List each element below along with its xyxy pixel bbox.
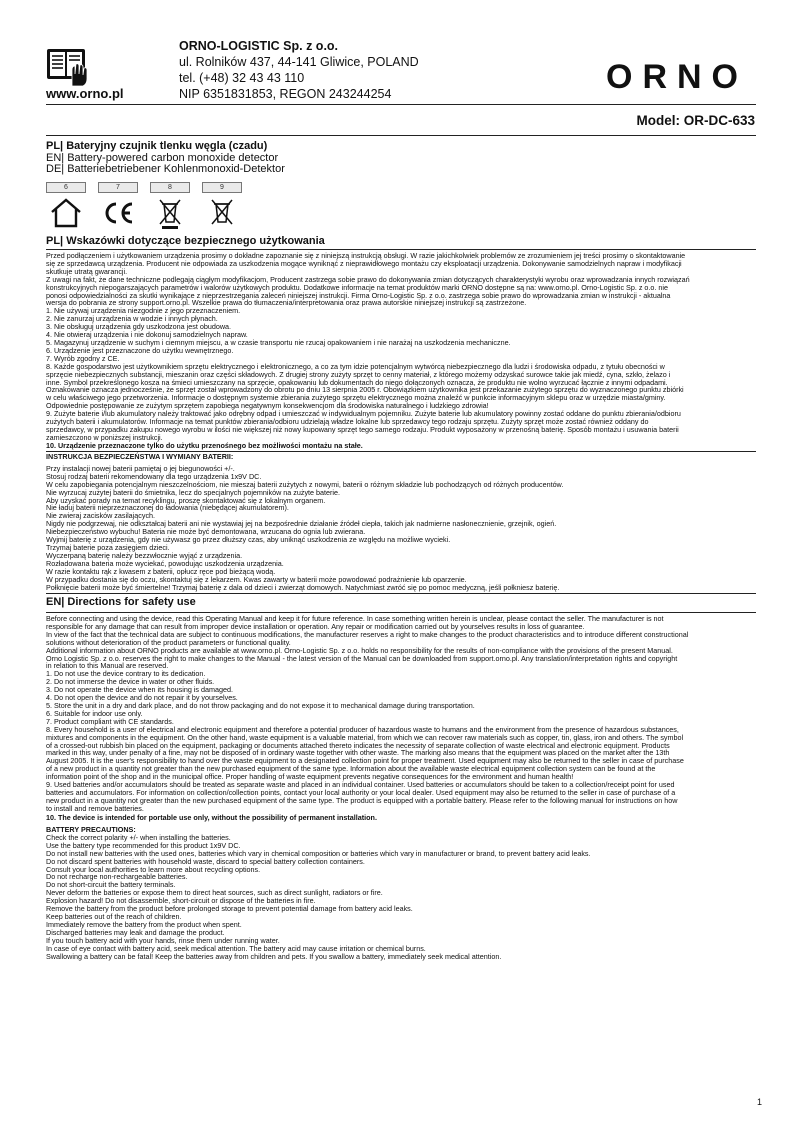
text-line: of a crossed-out rubbish bin placed on the equipment, packaging or documents attached thereto indicates the necessity of separate collection of waste electrical and electronic equipment. Products: [46, 740, 670, 750]
text-line: 2. Do not immerse the device in water or other fluids.: [46, 677, 215, 687]
text-line: konstrukcyjnych niepogarszających parametrów i walorów użytkowych produktu. Dodatkowe informacje na temat produktów marki ORNO dostępne są na: www.orno.pl. Orno-Logistic Sp. z o.o. nie: [46, 282, 669, 292]
text-line: sprzęcie niebezpiecznych substancji, mieszanin oraz części składowych. Z drugiej strony zużyty sprzęt to cenny materiał, z którego możemy odzyskać surowce takie jak miedź, cyna, szkło, żelazo i: [46, 369, 671, 379]
text-line: 7. Product compliant with CE standards.: [46, 716, 174, 726]
text-line: Check the correct polarity +/- when installing the batteries.: [46, 832, 231, 842]
pictogram-8: [150, 182, 190, 232]
text-line: Additional information about ORNO products are available at www.orno.pl. Orno-Logistic Sp. z o.o. holds no responsibility for the results of non-compliance with the provisions of the present Manual.: [46, 645, 673, 655]
text-line: Discharged batteries may leak and damage the product.: [46, 927, 225, 937]
text-line: Never deform the batteries or expose them to direct heat sources, such as direct sunlight, radiators or fire.: [46, 888, 383, 898]
text-line: Trzymaj baterie poza zasięgiem dzieci.: [46, 542, 170, 552]
text-line: of a new product in a quantity not greater than the new purchased equipment of the same type. Information about the available waste electrical equipment collection system can be found at the: [46, 764, 656, 774]
pl-text: [46, 252, 758, 450]
page-number: 1: [756, 1097, 762, 1107]
text-line: Before connecting and using the device, read this Operating Manual and keep it for future reference. In case something written herein is unclear, please contact the seller. The manufacturer is not: [46, 614, 664, 623]
text-line: 4. Do not open the device and do not repair it by yourselves.: [46, 693, 238, 703]
text-line: się ze sprzedawcą urządzenia. Producent nie odpowiada za uszkodzenia mogące wyniknąć z nieprawidłowego montażu czy eksploatacji urządzenia. Dokonywanie samodzielnych napraw i modyfikacji: [46, 258, 682, 268]
website-link[interactable]: www.orno.pl: [46, 86, 124, 101]
pictogram-number: 9: [202, 182, 242, 193]
text-line: sprzedawcy, w przypadku zakupu nowego wyrobu w ilości nie większej niż nowy kupowany sprzęt tego samego rodzaju. Produkt wyposażony w przenośną baterię. Sposób montażu i usuwania baterii: [46, 424, 679, 434]
text-line: w celu właściwego jego przetworzenia. Informacje o dostępnym systemie zbierania zużytego sprzętu elektrycznego można znaleźć w punkcie informacyjnym sklepu oraz w urzędzie miasta/gminy.: [46, 393, 666, 403]
company-name: ORNO-LOGISTIC Sp. z o.o.: [179, 39, 339, 53]
text-line: Do not short-circuit the battery terminals.: [46, 880, 176, 890]
crossed-bin-icon: [204, 196, 240, 230]
text-line: 5. Magazynuj urządzenie w suchym i ciemnym miejscu, a w czasie transportu nie rzucaj opakowaniem i nie narażaj na uszkodzenia mechaniczne.: [46, 337, 511, 347]
text-line: Aby uzyskać porady na temat recyklingu, proszę skontaktować się z lokalnym organem.: [46, 495, 326, 505]
text-line: Do not install new batteries with the used ones, batteries which vary in chemical composition or batteries which vary in manufacturer or brand, to prevent battery acid leaks.: [46, 848, 591, 858]
product-titles: [46, 141, 285, 176]
text-line: Use the battery type recommended for this product 1x9V DC.: [46, 840, 241, 850]
text-line: 10. Urządzenie przeznaczone tylko do użytku przenośnego bez możliwości montażu na stałe.: [46, 440, 363, 450]
text-line: 1. Nie używaj urządzenia niezgodnie z jego przeznaczeniem.: [46, 306, 241, 316]
en-battery-text: [46, 826, 758, 960]
text-line: Oznakowanie oznacza jednocześnie, że sprzęt został wprowadzony do obrotu po dniu 13 sierpnia 2005 r. Obowiązkiem użytkownika jest przekazanie zużytego sprzętu do wyznaczonego punktu zbiórki: [46, 385, 684, 395]
text-line: Nie ładuj baterii nieprzeznaczonej do ładowania (niebędącej akumulatorem).: [46, 503, 289, 513]
text-line: Consult your local authorities to learn more about recycling options.: [46, 864, 261, 874]
text-line: Rozładowana bateria może wyciekać, powodując uszkodzenia urządzenia.: [46, 558, 284, 568]
text-line: Połknięcie baterii może być śmiertelne! Trzymaj baterię z dala od dzieci i zwierząt domowych. Natychmiast zwróć się po pomoc medyczną, jeśli połkniesz baterię.: [46, 582, 560, 592]
text-line: 8. Every household is a user of electrical and electronic equipment and therefore a potential producer of hazardous waste to humans and the environment from the presence of hazardous substances,: [46, 724, 679, 734]
text-line: Nigdy nie podgrzewaj, nie odkształcaj baterii ani nie wystawiaj jej na bezpośrednie działanie źródeł ciepła, takich jak nadmierne nasłonecznienie, grzejnik, ogień.: [46, 519, 557, 529]
text-line: Przed podłączeniem i użytkowaniem urządzenia prosimy o dokładne zapoznanie się z niniejszą instrukcją obsługi. W razie jakichkolwiek problemów ze zrozumieniem jej treści prosimy o skontaktowanie: [46, 251, 686, 260]
title-de: DE| Batteriebetriebener Kohlenmonoxid-Detektor: [46, 163, 285, 175]
text-line: ponosi odpowiedzialności za skutki wynikające z nieprzestrzegania zaleceń niniejszej instrukcji. Firma Orno-Logistic Sp. z o.o. zastrzega sobie prawo do wprowadzania zmian w instrukcji - aktualna: [46, 290, 671, 300]
text-line: Przy instalacji nowej baterii pamiętaj o jej biegunowości +/-.: [46, 463, 235, 473]
text-line: new product in a quantity not greater than the new purchased equipment of the same type. The product is equipped with a portable battery. Please refer to the following manual for instructions on how: [46, 795, 678, 805]
pictogram-number: 8: [150, 182, 190, 193]
text-line: in relation to this Manual are reserved.: [46, 661, 169, 671]
text-line: Explosion hazard! Do not disassemble, short-circuit or dispose of the batteries in fire.: [46, 896, 316, 906]
company-phone: tel. (+48) 32 43 43 110: [179, 71, 305, 85]
text-line: Do not recharge non-rechargeable batteries.: [46, 872, 188, 882]
text-line: 9. Zużyte baterie i/lub akumulatory należy traktować jako odrębny odpad i umieszczać w indywidualnym pojemniku. Zużyte baterie lub akumulatory powinny zostać oddane do punktu zbierania/odbioru: [46, 409, 681, 419]
text-line: Stosuj rodzaj baterii rekomendowany dla tego urządzenia 1x9V DC.: [46, 471, 262, 481]
text-line: responsible for any damage that can result from improper device installation or operation. Any repair or modification carried out by yourselves results in loss of guarantee.: [46, 621, 585, 631]
text-line: Wyczerpaną baterię należy bezzwłocznie wyjąć z urządzenia.: [46, 550, 243, 560]
model-number: Model: OR-DC-633: [636, 113, 755, 128]
text-line: 3. Nie obsługuj urządzenia gdy uszkodzona jest obudowa.: [46, 322, 231, 332]
text-line: August 2005. It is the user's responsibility to hand over the waste equipment to a designated collection point for proper treatment. Used equipment may also be returned to the seller in case of purchase: [46, 756, 684, 766]
en-text: [46, 615, 758, 822]
pictogram-number: 7: [98, 182, 138, 193]
text-line: skutkuje utratą gwarancji.: [46, 266, 128, 276]
pl-divider: [46, 249, 756, 250]
text-line: Keep batteries out of the reach of children.: [46, 911, 182, 921]
company-info: [179, 38, 419, 102]
pictogram-9: [202, 182, 242, 232]
text-line: Z uwagi na fakt, że dane techniczne podlegają ciągłym modyfikacjom, Producent zastrzega sobie prawo do dokonywania zmian dotyczących charakterystyki wyrobu oraz wprowadzania innych rozwiązań: [46, 274, 690, 284]
text-line: Immediately remove the battery from the product when spent.: [46, 919, 242, 929]
text-line: Nie zwieraj zacisków zasilających.: [46, 511, 156, 521]
pictogram-6: [46, 182, 86, 232]
section-heading-en: EN| Directions for safety use: [46, 596, 196, 608]
text-line: Remove the battery from the product before prolonged storage to prevent potential damage from battery acid leaks.: [46, 904, 413, 914]
en-top-divider: [46, 593, 756, 594]
title-en: EN| Battery-powered carbon monoxide detector: [46, 151, 279, 164]
text-line: information point of the shop and in the municipal office. Proper handling of waste equipment prevents negative consequences for the environment and human health!: [46, 772, 574, 782]
company-nip: NIP 6351831853, REGON 243244254: [179, 87, 392, 101]
text-line: In view of the fact that the technical data are subject to continuous modifications, the manufacturer reserves a right to make changes to the product characteristics and to introduce different constructional: [46, 629, 689, 639]
ce-mark-icon: [100, 196, 136, 230]
battery-heading-en: BATTERY PRECAUTIONS:: [46, 825, 136, 834]
text-line: 8. Każde gospodarstwo jest użytkownikiem sprzętu elektrycznego i elektronicznego, a co za tym idzie potencjalnym wytwórcą niebezpiecznego dla ludzi i środowiska odpadu, z tytułu obecności w: [46, 361, 665, 371]
en-divider: [46, 612, 756, 613]
text-line: wersja do pobrania ze strony support.orno.pl. Wszelkie prawa do tłumaczenia/interpretowania oraz prawa autorskie niniejszej instrukcji są zastrzeżone.: [46, 298, 527, 308]
orno-logo: ORNO: [606, 58, 748, 96]
text-line: In case of eye contact with battery acid, seek medical attention. The battery acid may cause irritation or chemical burns.: [46, 943, 426, 953]
header-divider: [46, 104, 756, 105]
battery-heading-pl: INSTRUKCJA BEZPIECZEŃSTWA I WYMIANY BATERII:: [46, 452, 234, 461]
text-line: inne. Symbol przekreślonego kosza na śmieci umieszczany na sprzęcie, opakowaniu lub dokumentach do niego dołączonych oznacza, że produktu nie wolno wyrzucać łącznie z innymi odpadami.: [46, 377, 668, 387]
text-line: W celu zapobiegania potencjalnym nieszczelnościom, nie mieszaj baterii zużytych z nowymi, baterii o różnym składzie lub pochodzących od różnych producentów.: [46, 479, 564, 489]
text-line: 2. Nie zanurzaj urządzenia w wodzie i innych płynach.: [46, 314, 218, 324]
text-line: 9. Used batteries and/or accumulators should be treated as separate waste and placed in an individual container. Used batteries or accumulators should be taken to a collection/receipt point for used: [46, 780, 675, 790]
text-line: 10. The device is intended for portable use only, without the possibility of permanent installation.: [46, 812, 377, 822]
pictogram-number: 6: [46, 182, 86, 193]
text-line: W przypadku dostania się do oczu, skontaktuj się z lekarzem. Kwas zawarty w baterii może powodować podrażnienie lub oparzenie.: [46, 574, 467, 584]
text-line: solutions without deterioration of the product parameters or functional quality.: [46, 637, 291, 647]
text-line: 1. Do not use the device contrary to its dedication.: [46, 669, 206, 679]
text-line: marked in this way, under penalty of a fine, may not be disposed of in ordinary waste together with other waste. The marking also means that the equipment was placed on the market after the 13th: [46, 748, 670, 758]
text-line: to install and remove batteries.: [46, 803, 144, 813]
text-line: Wyjmij baterię z urządzenia, gdy nie używasz go przez dłuższy czas, aby uniknąć uszkodzenia ze względu na możliwe wycieki.: [46, 535, 451, 545]
title-pl: PL| Bateryjny czujnik tlenku węgla (czadu): [46, 140, 268, 152]
pictogram-7: [98, 182, 138, 232]
text-line: Orno Logistic Sp. z o.o. reserves the right to make changes to the Manual - the latest version of the Manual can be downloaded from support.orno.pl. Any translation/interpretation rights and copyright: [46, 653, 678, 663]
text-line: Do not discard spent batteries with household waste, discard to special battery collection containers.: [46, 856, 365, 866]
text-line: 4. Nie otwieraj urządzenia i nie dokonuj samodzielnych napraw.: [46, 330, 248, 340]
model-divider: [46, 135, 756, 136]
pl-battery-text: [46, 453, 758, 591]
house-icon: [48, 196, 84, 230]
text-line: If you touch battery acid with your hands, rinse them under running water.: [46, 935, 280, 945]
text-line: batteries and accumulators. For information on collection/collection points, contact your local authority or your local dealer. Used equipment may also be returned to the seller in case of purchase of a: [46, 787, 676, 797]
text-line: Swallowing a battery can be fatal! Keep the batteries away from children and pets. If you swallow a battery, immediately seek medical attention.: [46, 951, 502, 961]
text-line: W razie kontaktu rąk z kwasem z baterii, opłucz ręce pod bieżącą wodą.: [46, 566, 276, 576]
text-line: Nie wyrzucaj zużytej baterii do śmietnika, lecz do specjalnych pojemników na zużyte baterie.: [46, 487, 341, 497]
text-line: mixtures and components in the equipment. On the other hand, waste equipment is a valuable material, from which we can recover raw materials such as copper, tin, glass, iron and others. The symbol: [46, 732, 684, 742]
book-hand-icon: [46, 46, 90, 86]
company-address: ul. Rolników 437, 44-141 Gliwice, POLAND: [179, 55, 419, 69]
text-line: zamieszczono w poniższej instrukcji.: [46, 432, 163, 442]
section-heading-pl: PL| Wskazówki dotyczące bezpiecznego użytkowania: [46, 235, 325, 247]
text-line: 5. Store the unit in a dry and dark place, and do not throw packaging and do not expose it to mechanical damage during transportation.: [46, 700, 475, 710]
text-line: Niebezpieczeństwo wybuchu! Bateria nie może być demontowana, wrzucana do ognia lub zwierana.: [46, 527, 366, 537]
text-line: Odpowiednie postępowanie ze zużytym sprzętem zapobiega negatywnym konsekwencjom dla środowiska naturalnego i ludzkiego zdrowia!: [46, 401, 489, 411]
text-line: 7. Wyrób zgodny z CE.: [46, 353, 120, 363]
text-line: 3. Do not operate the device when its housing is damaged.: [46, 685, 233, 695]
crossed-bin-icon: [152, 196, 188, 230]
text-line: 6. Urządzenie jest przeznaczone do użytku wewnętrznego.: [46, 345, 234, 355]
text-line: 6. Suitable for indoor use only.: [46, 708, 143, 718]
text-line: zużytych baterii i akumulatorów. Informacje na temat punktów zbierania/odbioru udzielają władze lokalne lub sprzedawcy tego rodzaju sprzętu. Zużyty sprzęt może zostać również oddany do: [46, 417, 649, 427]
